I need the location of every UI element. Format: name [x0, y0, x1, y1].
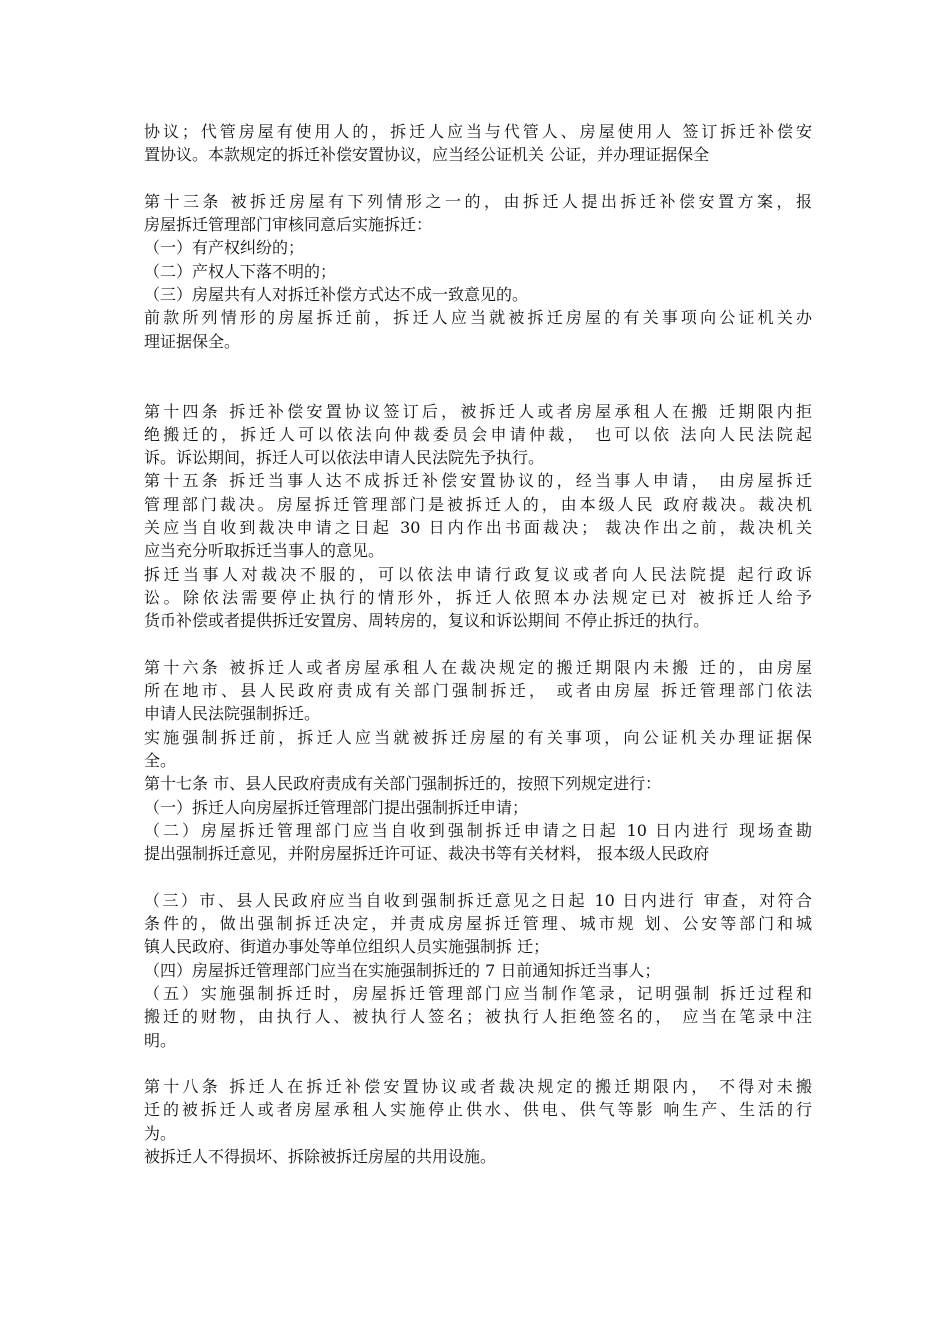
text-line: 为。: [144, 1123, 177, 1143]
document-body: [144, 120, 812, 1168]
text-line: 诉。诉讼期间，拆迁人可以依法申请人民法院先予执行。: [144, 448, 545, 468]
paragraph-gap: [144, 1052, 812, 1075]
paragraph: [144, 1075, 812, 1145]
paragraph-gap: [144, 353, 812, 376]
paragraph: [144, 726, 812, 773]
text-line: 被拆迁人不得损坏、拆除被拆迁房屋的共用设施。: [144, 1147, 497, 1167]
text-line: 明。: [144, 1030, 177, 1050]
text-line: 第十四条 拆迁补偿安置协议签订后，被拆迁人或者房屋承租人在搬 迁期限内拒: [144, 401, 812, 421]
text-line: 关应当自收到裁决申请之日起 30 日内作出书面裁决； 裁决作出之前，裁决机关: [144, 518, 812, 538]
paragraph-gap: [144, 866, 812, 889]
text-line: 绝搬迁的，拆迁人可以依法向仲裁委员会申请仲裁， 也可以依 法向人民法院起: [144, 424, 812, 444]
text-line: 协议；代管房屋有使用人的，拆迁人应当与代管人、房屋使用人 签订拆迁补偿安: [144, 122, 812, 141]
paragraph-gap: [144, 167, 812, 190]
paragraph: [144, 236, 812, 259]
text-line: （二）产权人下落不明的；: [144, 261, 337, 281]
text-line: （三）房屋共有人对拆迁补偿方式达不成一致意见的。: [144, 285, 529, 305]
paragraph: [144, 563, 812, 633]
text-line: 提出强制拆迁意见，并附房屋拆迁许可证、裁决书等有关材料， 报本级人民政府: [144, 844, 710, 864]
paragraph-gap: [144, 633, 812, 656]
paragraph: [144, 819, 812, 866]
paragraph: [144, 796, 812, 819]
text-line: （一）有产权纠纷的；: [144, 238, 305, 258]
text-line: 申请人民法院强制拆迁。: [144, 704, 321, 724]
text-line: 房屋拆迁管理部门审核同意后实施拆迁：: [144, 215, 433, 235]
text-line: 第十三条 被拆迁房屋有下列情形之一的，由拆迁人提出拆迁补偿安置方案，报: [144, 191, 812, 211]
text-line: 第十七条 市、县人民政府责成有关部门强制拆迁的，按照下列规定进行：: [144, 774, 662, 794]
text-line: 拆迁当事人对裁决不服的，可以依法申请行政复议或者向人民法院提 起行政诉: [144, 564, 812, 584]
text-line: 全。: [144, 751, 177, 771]
text-line: 条件的，做出强制拆迁决定，并责成房屋拆迁管理、城市规 划、公安等部门和城: [144, 914, 812, 934]
text-line: 货币补偿或者提供拆迁安置房、周转房的，复议和诉讼期间 不停止拆迁的执行。: [144, 611, 710, 631]
text-line: （三）市、县人民政府应当自收到强制拆迁意见之日起 10 日内进行 审查，对符合: [144, 890, 812, 910]
text-line: 前款所列情形的房屋拆迁前，拆迁人应当就被拆迁房屋的有关事项向公证机关办: [144, 308, 812, 328]
text-line: （五）实施强制拆迁时，房屋拆迁管理部门应当制作笔录，记明强制 拆迁过程和: [144, 983, 812, 1003]
text-line: 理证据保全。: [144, 331, 241, 351]
paragraph: [144, 260, 812, 283]
paragraph: [144, 1145, 812, 1168]
text-line: 讼。除依法需要停止执行的情形外，拆迁人依照本办法规定已对 被拆迁人给予: [144, 587, 812, 607]
text-line: 镇人民政府、街道办事处等单位组织人员实施强制拆 迁；: [144, 937, 550, 957]
paragraph: [144, 469, 812, 562]
text-line: 第十五条 拆迁当事人达不成拆迁补偿安置协议的，经当事人申请， 由房屋拆迁: [144, 471, 812, 491]
paragraph: [144, 959, 812, 982]
text-line: 迁的被拆迁人或者房屋承租人实施停止供水、供电、供气等影 响生产、生活的行: [144, 1100, 812, 1120]
paragraph: [144, 120, 812, 167]
text-line: （二）房屋拆迁管理部门应当自收到强制拆迁申请之日起 10 日内进行 现场查勘: [144, 820, 812, 840]
paragraph: [144, 656, 812, 726]
paragraph: [144, 283, 812, 306]
text-line: 置协议。本款规定的拆迁补偿安置协议，应当经公证机关 公证，并办理证据保全: [144, 145, 710, 165]
paragraph: [144, 772, 812, 795]
text-line: 实施强制拆迁前，拆迁人应当就被拆迁房屋的有关事项，向公证机关办理证据保: [144, 727, 812, 747]
text-line: （一）拆迁人向房屋拆迁管理部门提出强制拆迁申请；: [144, 797, 529, 817]
text-line: 应当充分听取拆迁当事人的意见。: [144, 541, 385, 561]
text-line: 所在地市、县人民政府责成有关部门强制拆迁， 或者由房屋 拆迁管理部门依法: [144, 681, 812, 701]
text-line: （四）房屋拆迁管理部门应当在实施强制拆迁的 7 日前通知拆迁当事人；: [144, 960, 661, 980]
paragraph-gap: [144, 376, 812, 399]
text-line: 管理部门裁决。房屋拆迁管理部门是被拆迁人的，由本级人民 政府裁决。裁决机: [144, 494, 812, 514]
text-line: 第十八条 拆迁人在拆迁补偿安置协议或者裁决规定的搬迁期限内， 不得对未搬: [144, 1077, 812, 1097]
text-line: 第十六条 被拆迁人或者房屋承租人在裁决规定的搬迁期限内未搬 迁的，由房屋: [144, 657, 812, 677]
paragraph: [144, 982, 812, 1052]
paragraph: [144, 306, 812, 353]
text-line: 搬迁的财物，由执行人、被执行人签名；被执行人拒绝签名的， 应当在笔录中注: [144, 1007, 812, 1027]
paragraph: [144, 190, 812, 237]
paragraph: [144, 400, 812, 470]
paragraph: [144, 889, 812, 959]
